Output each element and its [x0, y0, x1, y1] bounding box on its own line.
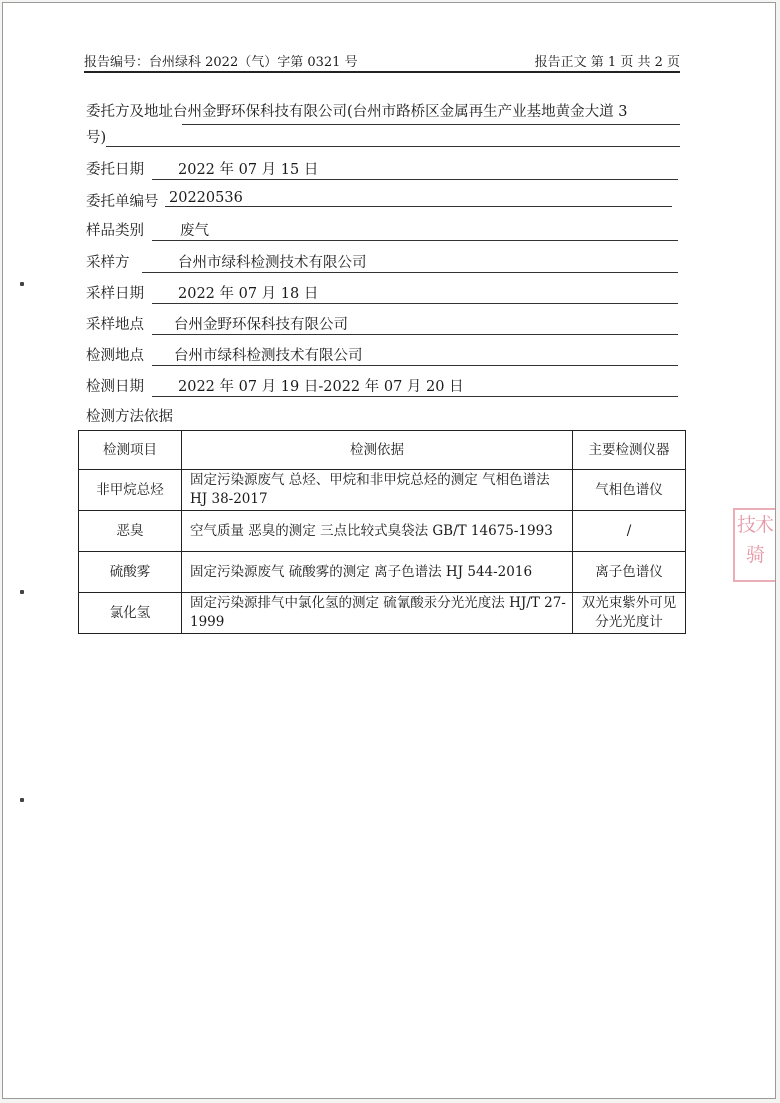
stamp-text-line2: 骑 — [745, 544, 764, 566]
page-indicator: 报告正文 第 1 页 共 2 页 — [534, 55, 680, 70]
sampling-site-label: 采样地点 — [86, 317, 144, 333]
commission-date-label: 委托日期 — [86, 162, 144, 178]
report-number: 报告编号：台州绿科 2022（气）字第 0321 号 — [84, 55, 358, 70]
item-cell: 氯化氢 — [79, 593, 182, 634]
table-row — [79, 470, 686, 511]
sampling-date-value: 2022 年 07 月 18 日 — [152, 282, 678, 304]
client-label: 委托方及地址 — [86, 104, 173, 120]
sample-type-value: 废气 — [152, 219, 678, 241]
sampling-date-label: 采样日期 — [86, 286, 144, 302]
table-row — [79, 593, 686, 634]
underline — [182, 124, 680, 125]
scan-artifact — [20, 282, 24, 286]
test-date-value: 2022 年 07 月 19 日-2022 年 07 月 20 日 — [152, 375, 678, 397]
sampling-site-value: 台州金野环保科技有限公司 — [152, 313, 678, 335]
test-site-label: 检测地点 — [86, 348, 144, 364]
sampler-value: 台州市绿科检测技术有限公司 — [142, 251, 678, 273]
order-number-value: 20220536 — [165, 190, 672, 207]
column-header: 主要检测仪器 — [573, 431, 686, 470]
column-header: 检测依据 — [182, 431, 573, 470]
sample-type-label: 样品类别 — [86, 223, 144, 239]
instrument-cell: 离子色谱仪 — [573, 552, 686, 593]
table-header-row — [79, 431, 686, 470]
item-cell: 非甲烷总烃 — [79, 470, 182, 511]
stamp-text-line1: 技术 — [736, 514, 773, 536]
page-header — [84, 49, 680, 73]
basis-cell: 固定污染源废气 硫酸雾的测定 离子色谱法 HJ 544-2016 — [182, 552, 573, 593]
table-row — [79, 552, 686, 593]
test-site-value: 台州市绿科检测技术有限公司 — [152, 344, 678, 366]
basis-cell: 固定污染源废气 总烃、甲烷和非甲烷总烃的测定 气相色谱法 HJ 38-2017 — [182, 470, 573, 511]
item-cell: 硫酸雾 — [79, 552, 182, 593]
instrument-cell: / — [573, 511, 686, 552]
client-value-line1: 台州金野环保科技有限公司(台州市路桥区金属再生产业基地黄金大道 3 — [173, 104, 628, 120]
order-number-label: 委托单编号 — [86, 194, 159, 210]
seal-stamp-fragment — [733, 508, 775, 582]
item-cell: 恶臭 — [79, 511, 182, 552]
column-header: 检测项目 — [79, 431, 182, 470]
underline — [106, 146, 680, 147]
methods-table — [78, 430, 686, 634]
scan-artifact — [20, 590, 24, 594]
methods-title: 检测方法依据 — [86, 409, 173, 425]
client-value-line2: 号) — [86, 130, 107, 146]
scan-artifact — [20, 798, 24, 802]
sampler-label: 采样方 — [86, 255, 130, 271]
table-row — [79, 511, 686, 552]
basis-cell: 固定污染源排气中氯化氢的测定 硫氰酸汞分光光度法 HJ/T 27-1999 — [182, 593, 573, 634]
instrument-cell: 双光束紫外可见分光光度计 — [573, 593, 686, 634]
instrument-cell: 气相色谱仪 — [573, 470, 686, 511]
commission-date-value: 2022 年 07 月 15 日 — [152, 158, 678, 180]
basis-cell: 空气质量 恶臭的测定 三点比较式臭袋法 GB/T 14675-1993 — [182, 511, 573, 552]
test-date-label: 检测日期 — [86, 379, 144, 395]
